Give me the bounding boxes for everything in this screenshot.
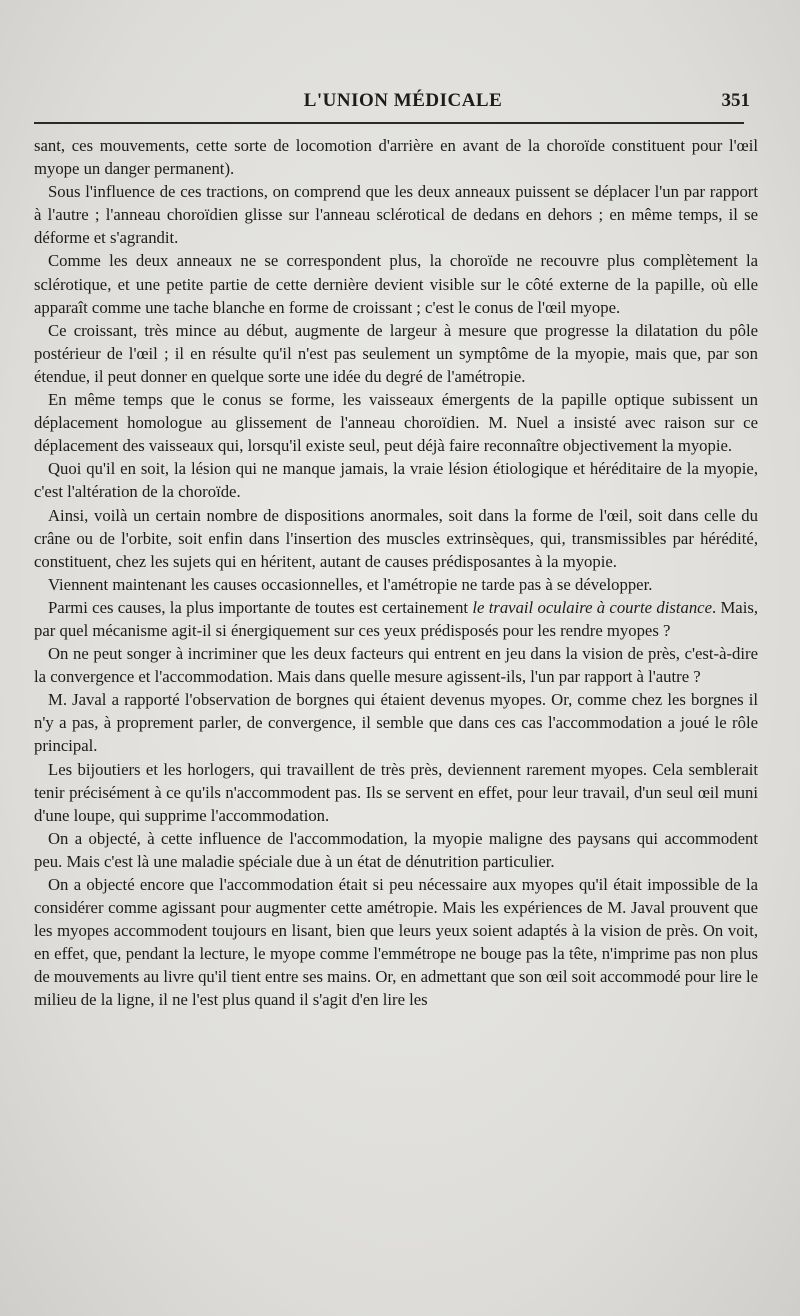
paragraph <box>34 758 758 827</box>
paragraph <box>34 688 758 757</box>
text-run: Les bijoutiers et les horlogers, qui travaillent de très près, deviennent rarement myopes. Cela semblerait tenir précisément à ce qu'ils n'accommodent pas. Ils se servent en effet, pour leur travail, d'un seul œil muni d'une loupe, qui supprime l'accommodation. <box>34 759 758 825</box>
text-run: Ainsi, voilà un certain nombre de dispositions anormales, soit dans la forme de l'œil, soit dans celle du crâne ou de l'orbite, soit enfin dans l'insertion des muscles extrinsèques, qui, transmissibles par hérédité, constituent, chez les sujets qui en héritent, autant de causes prédisposantes à la myopie. <box>34 505 758 571</box>
text-run: Comme les deux anneaux ne se correspondent plus, la choroïde ne recouvre plus complètement la sclérotique, et une petite partie de cette dernière devient visible sur le côté externe de la papille, où elle apparaît comme une tache blanche en forme de croissant ; c'est le conus de l'œil myope. <box>34 251 758 317</box>
paragraph <box>34 457 758 503</box>
text-run: On a objecté encore que l'accommodation était si peu nécessaire aux myopes qu'il était impossible de la considérer comme agissant pour augmenter cette amétropie. Mais les expériences de M. Javal prouvent que les myopes accommodent toujours en lisant, bien que leurs yeux soient adaptés à la vision de près. On voit, en effet, que, pendant la lecture, le myope comme l'emmétrope ne bouge pas la tête, n'imprime pas non plus de mouvements au livre qu'il tient entre ses mains. Or, en admettant que son œil soit accommodé pour lire le milieu de la ligne, il ne l'est plus quand il s'agit d'en lire les <box>34 875 758 1010</box>
header-rule <box>34 122 744 124</box>
italic-phrase: le travail oculaire à courte distance <box>472 597 712 617</box>
text-run: . Mais, par quel mécanisme agit-il si énergiquement sur ces yeux prédisposés pour les rendre myopes ? <box>34 597 759 640</box>
paragraph <box>34 249 758 318</box>
paragraph <box>34 134 758 180</box>
text-run: En même temps que le conus se forme, les vaisseaux émergents de la papille optique subissent un déplacement homologue au glissement de l'anneau choroïdien. M. Nuel a insisté avec raison sur ce déplacement des vaisseaux qui, lorsqu'il existe seul, peut déjà faire reconnaître objectivement la myopie. <box>34 390 758 456</box>
text-run: Ce croissant, très mince au début, augmente de largeur à mesure que progresse la dilatation du pôle postérieur de l'œil ; il en résulte qu'il n'est pas seulement un symptôme de la myopie, mais que, par son étendue, il peut donner en quelque sorte une idée du degré de l'amétropie. <box>34 320 758 386</box>
text-run: Quoi qu'il en soit, la lésion qui ne manque jamais, la vraie lésion étiologique et héréditaire de la myopie, c'est l'altération de la choroïde. <box>34 459 758 502</box>
paragraph <box>34 827 758 873</box>
body-text <box>34 134 772 1012</box>
text-run: On ne peut songer à incriminer que les deux facteurs qui entrent en jeu dans la vision de près, c'est-à-dire la convergence et l'accommodation. Mais dans quelle mesure agissent-ils, l'un par rapport à l'autre ? <box>34 644 758 687</box>
paragraph <box>34 573 758 596</box>
paragraph <box>34 319 758 388</box>
text-run: Parmi ces causes, la plus importante de toutes est certainement <box>48 597 473 617</box>
text-run: Sous l'influence de ces tractions, on comprend que les deux anneaux puissent se déplacer l'un par rapport à l'autre ; l'anneau choroïdien glisse sur l'anneau sclérotical de dedans en dehors ; en même temps, il se déforme et s'agrandit. <box>34 182 758 248</box>
paragraph <box>34 596 758 642</box>
text-run: M. Javal a rapporté l'observation de borgnes qui étaient devenus myopes. Or, comme chez les borgnes il n'y a pas, à proprement parler, de convergence, il semble que dans ces cas l'accommodation a joué le rôle principal. <box>34 690 758 756</box>
paragraph <box>34 388 758 457</box>
text-run: sant, ces mouvements, cette sorte de locomotion d'arrière en avant de la choroïde constituent pour l'œil myope un danger permanent). <box>34 136 758 179</box>
paragraph <box>34 873 758 1012</box>
paragraph <box>34 504 758 573</box>
running-title: L'UNION MÉDICALE <box>303 90 503 111</box>
page-header <box>34 88 772 114</box>
paragraph <box>34 642 758 688</box>
page-number: 351 <box>721 90 750 111</box>
paragraph <box>34 180 758 249</box>
text-run: Viennent maintenant les causes occasionnelles, et l'amétropie ne tarde pas à se développer. <box>48 574 653 594</box>
text-run: On a objecté, à cette influence de l'accommodation, la myopie maligne des paysans qui accommodent peu. Mais c'est là une maladie spéciale due à un état de dénutrition particulier. <box>34 828 758 871</box>
